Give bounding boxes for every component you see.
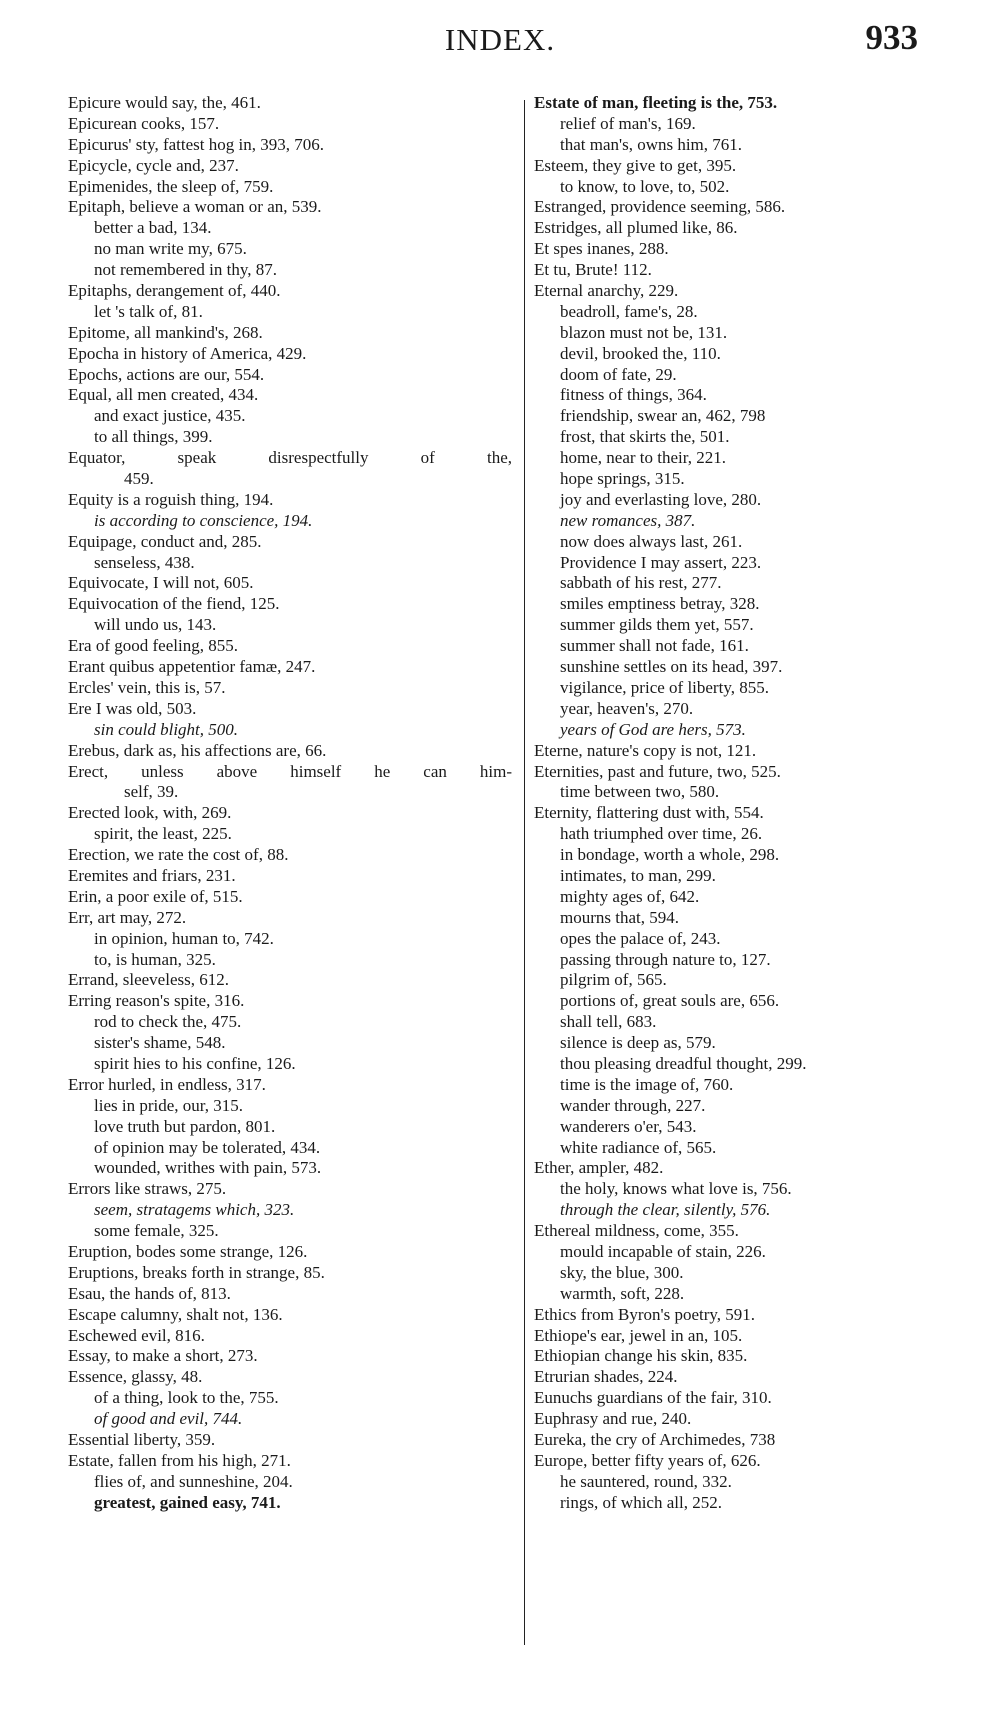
index-subentry: warmth, soft, 228. [560,1283,685,1303]
index-subentry: not remembered in thy, 87. [94,260,278,280]
index-subentry: seem, stratagems which, 323. [94,1200,295,1220]
index-subentry: and exact justice, 435. [94,406,246,426]
index-subentry: smiles emptiness betray, 328. [560,594,760,614]
index-subentry: new romances, 387. [560,510,696,530]
index-entry: Ere I was old, 503. [68,698,197,718]
index-subentry: the holy, knows what love is, 756. [560,1179,792,1199]
index-subentry: fitness of things, 364. [560,385,707,405]
index-entry: Estate, fallen from his high, 271. [68,1450,291,1470]
index-entry: Errand, sleeveless, 612. [68,970,229,990]
column-divider [524,100,525,1645]
index-subentry: sin could blight, 500. [94,719,239,739]
index-subentry: now does always last, 261. [560,531,743,551]
index-entry: Essence, glassy, 48. [68,1367,203,1387]
index-subentry: in bondage, worth a whole, 298. [560,845,780,865]
index-subentry: intimates, to man, 299. [560,865,716,885]
index-entry: Erring reason's spite, 316. [68,991,245,1011]
index-subentry: love truth but pardon, 801. [94,1116,276,1136]
index-subentry: shall tell, 683. [560,1012,657,1032]
index-subentry: better a bad, 134. [94,218,212,238]
index-entry: Et tu, Brute! 112. [534,260,652,280]
index-subentry: flies of, and sunneshine, 204. [94,1471,293,1491]
index-entry: Estate of man, fleeting is the, 753. [534,93,778,112]
index-subentry: rings, of which all, 252. [560,1492,722,1512]
index-subentry: of good and evil, 744. [94,1409,243,1429]
index-subentry: time is the image of, 760. [560,1074,734,1094]
index-entry: Epochs, actions are our, 554. [68,364,265,384]
index-subentry: through the clear, silently, 576. [560,1200,771,1220]
index-subentry: summer shall not fade, 161. [560,636,749,656]
index-entry: Error hurled, in endless, 317. [68,1074,266,1094]
index-entry: Estridges, all plumed like, 86. [534,218,738,238]
index-subentry: rod to check the, 475. [94,1012,242,1032]
index-subentry: wanderers o'er, 543. [560,1116,697,1136]
index-subentry: opes the palace of, 243. [560,928,721,948]
index-entry: Eschewed evil, 816. [68,1325,205,1345]
index-subentry: lies in pride, our, 315. [94,1095,243,1115]
index-subentry: pilgrim of, 565. [560,970,667,990]
index-subentry: relief of man's, 169. [560,113,696,133]
index-subentry: joy and everlasting love, 280. [560,489,762,509]
index-subentry: vigilance, price of liberty, 855. [560,677,769,697]
index-subentry: spirit, the least, 225. [94,824,232,844]
index-entry: Erection, we rate the cost of, 88. [68,845,289,865]
index-subentry: blazon must not be, 131. [560,322,728,342]
index-subentry: mourns that, 594. [560,907,679,927]
index-subentry: passing through nature to, 127. [560,949,771,969]
index-subentry: some female, 325. [94,1221,219,1241]
index-subentry: in opinion, human to, 742. [94,928,274,948]
index-entry: Epitome, all mankind's, 268. [68,322,263,342]
index-entry: Eterne, nature's copy is not, 121. [534,740,757,760]
index-entry: Equator, speak disrespectfully of the, [68,448,512,468]
index-entry: Erected look, with, 269. [68,803,232,823]
index-subentry: will undo us, 143. [94,615,217,635]
index-entry: Epitaphs, derangement of, 440. [68,281,281,301]
index-entry: Ethiope's ear, jewel in an, 105. [534,1325,743,1345]
index-subentry: sister's shame, 548. [94,1033,226,1053]
index-entry: Err, art may, 272. [68,907,187,927]
index-subentry: silence is deep as, 579. [560,1033,716,1053]
index-subentry: wounded, writhes with pain, 573. [94,1158,322,1178]
index-entry: Epimenides, the sleep of, 759. [68,176,274,196]
index-entry: Eruption, bodes some strange, 126. [68,1241,308,1261]
index-subentry: greatest, gained easy, 741. [94,1492,281,1512]
index-entry-continuation: self, 39. [124,782,179,802]
index-subentry: devil, brooked the, 110. [560,343,721,363]
index-entry: Essential liberty, 359. [68,1430,216,1449]
index-subentry: is according to conscience, 194. [94,510,313,530]
page-number: 933 [865,18,918,57]
index-subentry: friendship, swear an, 462, 798 [560,406,766,426]
index-subentry: he sauntered, round, 332. [560,1471,732,1491]
index-entry: Et spes inanes, 288. [534,239,669,259]
index-entry: Ercles' vein, this is, 57. [68,677,226,697]
index-subentry: to all things, 399. [94,427,213,447]
index-entry: Epitaph, believe a woman or an, 539. [68,197,322,217]
index-subentry: sky, the blue, 300. [560,1262,684,1282]
index-entry: Epicycle, cycle and, 237. [68,155,239,175]
index-entry-continuation: 459. [124,469,154,489]
index-entry: Equivocation of the fiend, 125. [68,594,280,614]
index-entry: Erin, a poor exile of, 515. [68,886,243,906]
index-subentry: no man write my, 675. [94,239,247,259]
index-subentry: home, near to their, 221. [560,448,726,468]
index-entry: Essay, to make a short, 273. [68,1346,258,1366]
index-entry: Epocha in history of America, 429. [68,343,307,363]
index-subentry: white radiance of, 565. [560,1137,717,1157]
index-subentry: portions of, great souls are, 656. [560,991,780,1011]
index-entry: Epicurean cooks, 157. [68,113,220,133]
index-entry: Equity is a roguish thing, 194. [68,489,274,509]
index-entry: Ether, ampler, 482. [534,1158,664,1178]
index-entry: Era of good feeling, 855. [68,636,238,656]
index-entry: Ethereal mildness, come, 355. [534,1221,739,1241]
index-entry: Erect, unless above himself he can him- [68,761,512,781]
index-subentry: mould incapable of stain, 226. [560,1241,766,1261]
index-entry: Equipage, conduct and, 285. [68,531,262,551]
index-entry: Epicurus' sty, fattest hog in, 393, 706. [68,134,324,154]
index-entry: Euphrasy and rue, 240. [534,1409,692,1429]
index-entry: Etrurian shades, 224. [534,1367,678,1387]
index-subentry: thou pleasing dreadful thought, 299. [560,1053,807,1073]
index-entry: Equal, all men created, 434. [68,385,259,405]
index-subentry: spirit hies to his confine, 126. [94,1053,296,1073]
index-subentry: to, is human, 325. [94,949,216,969]
index-entry: Escape calumny, shalt not, 136. [68,1304,283,1324]
index-subentry: years of God are hers, 573. [560,719,746,739]
index-subentry: sabbath of his rest, 277. [560,573,722,593]
index-subentry: Providence I may assert, 223. [560,552,762,572]
page-title: INDEX. [444,22,556,57]
index-subentry: let 's talk of, 81. [94,301,203,321]
index-subentry: hope springs, 315. [560,469,685,489]
index-entry: Eruptions, breaks forth in strange, 85. [68,1262,325,1282]
index-entry: Eunuchs guardians of the fair, 310. [534,1388,772,1408]
index-entry: Ethics from Byron's poetry, 591. [534,1304,756,1324]
index-subentry: of a thing, look to the, 755. [94,1388,279,1408]
index-subentry: frost, that skirts the, 501. [560,427,730,447]
index-entry: Eternal anarchy, 229. [534,281,679,301]
index-subentry: beadroll, fame's, 28. [560,301,698,321]
index-subentry: that man's, owns him, 761. [560,134,743,154]
index-subentry: mighty ages of, 642. [560,886,700,906]
index-subentry: wander through, 227. [560,1095,706,1115]
index-entry: Erant quibus appetentior famæ, 247. [68,657,316,677]
index-subentry: to know, to love, to, 502. [560,176,730,196]
index-entry: Estranged, providence seeming, 586. [534,197,786,217]
index-entry: Eternity, flattering dust with, 554. [534,803,764,823]
index-entry: Epicure would say, the, 461. [68,93,261,112]
index-subentry: time between two, 580. [560,782,720,802]
index-entry: Eremites and friars, 231. [68,865,236,885]
index-entry: Esau, the hands of, 813. [68,1283,231,1303]
index-entry: Erebus, dark as, his affections are, 66. [68,740,327,760]
index-subentry: sunshine settles on its head, 397. [560,657,783,677]
right-column [534,93,934,1514]
index-entry: Eureka, the cry of Archimedes, 738 [534,1430,776,1449]
left-column [68,93,512,1514]
index-subentry: hath triumphed over time, 26. [560,824,763,844]
index-subentry: doom of fate, 29. [560,364,677,384]
index-entry: Equivocate, I will not, 605. [68,573,254,593]
index-entry: Ethiopian change his skin, 835. [534,1346,748,1366]
index-subentry: summer gilds them yet, 557. [560,615,754,635]
index-entry: Europe, better fifty years of, 626. [534,1450,761,1470]
index-entry: Esteem, they give to get, 395. [534,155,737,175]
index-subentry: year, heaven's, 270. [560,698,694,718]
index-entry: Errors like straws, 275. [68,1179,227,1199]
index-subentry: of opinion may be tolerated, 434. [94,1137,321,1157]
index-subentry: senseless, 438. [94,552,195,572]
index-entry: Eternities, past and future, two, 525. [534,761,781,781]
